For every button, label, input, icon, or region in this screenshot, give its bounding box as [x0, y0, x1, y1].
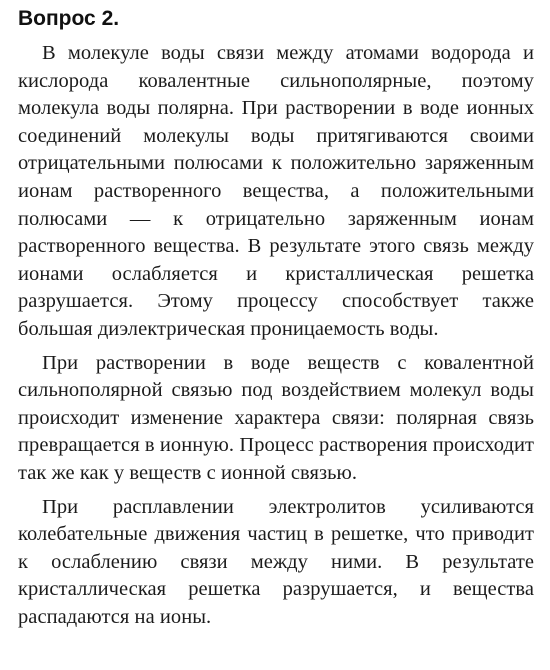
question-heading: Вопрос 2. [18, 7, 120, 30]
paragraph-water-polarity: В молекуле воды связи между атомами водорода и кислорода ковалентные сильнополярные, поэтому молекула воды полярна. При растворении в воде ионных соединений молекулы воды притягиваются своими отрицательными полюсами к положительно заряженным ионам растворенного вещества, а положительными полюсами — к отрицательно заряженным ионам растворенного вещества. В результате этого связь между ионами ослабляется и кристаллическая решетка разрушается. Этому процессу способствует также большая диэлектрическая проницаемость воды. [18, 42, 534, 340]
paragraph-melting-electrolytes: При расплавлении электролитов усиливаются колебательные движения частиц в решетке, что приводит к ослаблению связи между ними. В результате кристаллическая решетка разрушается, и вещества распадаются на ионы. [18, 495, 534, 628]
paragraph-covalent-dissolution: При растворении в воде веществ с ковалентной сильнополярной связью под воздействием молекул воды происходит изменение характера связи: полярная связь превращается в ионную. Процесс растворения происходит так же как у веществ с ионной связью. [18, 351, 534, 484]
